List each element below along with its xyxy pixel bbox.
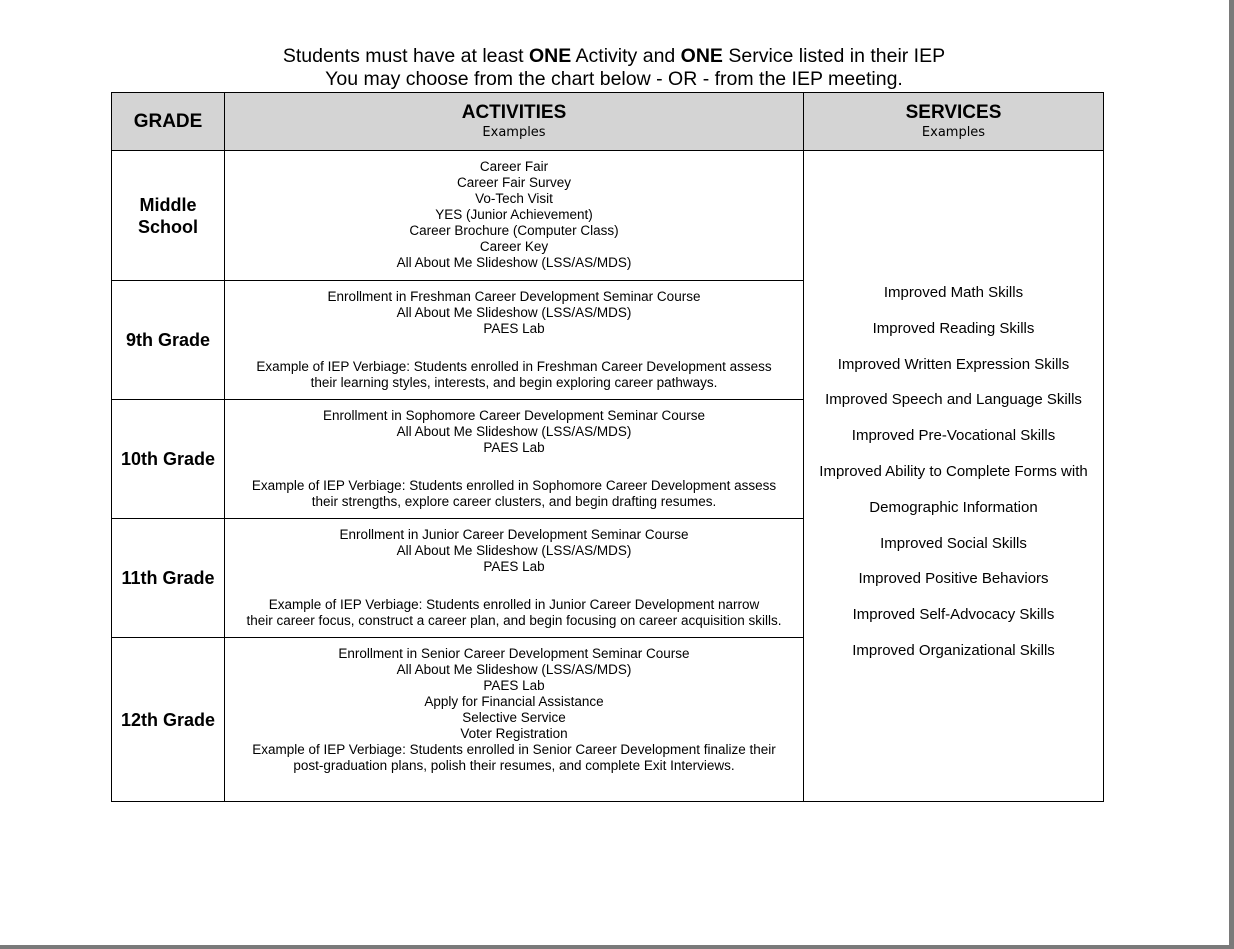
grade-column-header [112,93,225,151]
activity-item: Enrollment in Sophomore Career Development Seminar Course [323,408,705,423]
heading-text: Activity and [571,45,681,67]
service-item: Improved Speech and Language Skills [825,391,1082,409]
activity-item: Selective Service [462,710,566,725]
grade-label: Middle [139,194,197,215]
iep-verbiage-example: their learning styles, interests, and begin exploring career pathways. [310,375,718,390]
activity-item: Career Key [479,239,549,254]
activity-item: Career Fair [479,159,549,174]
service-item: Improved Math Skills [883,284,1024,301]
activities-header-sublabel: Examples [482,124,546,140]
grade-label: 11th Grade [121,568,215,588]
activity-item: PAES Lab [483,559,545,574]
service-item: Improved Reading Skills [872,319,1035,337]
iep-verbiage-example: their career focus, construct a career plan, and begin focusing on career acquisition skills. [246,613,782,628]
services-header-sublabel: Examples [921,124,986,140]
activity-item: Apply for Financial Assistance [424,694,604,709]
services-cell [804,151,1104,802]
iep-verbiage-example: Example of IEP Verbiage: Students enrolled in Freshman Career Development assess [256,359,772,374]
page-bottom-edge [0,945,1234,949]
heading-emphasis: ONE [680,45,723,67]
activity-item: Enrollment in Freshman Career Development Seminar Course [327,289,701,304]
activity-item: Voter Registration [460,726,568,741]
activity-item: Enrollment in Senior Career Development Seminar Course [338,646,690,661]
page-right-edge [1229,0,1234,949]
activity-item: All About Me Slideshow (LSS/AS/MDS) [396,662,632,677]
grade-label: School [137,216,198,237]
grade-header-label: GRADE [133,110,203,132]
activities-cell [225,519,804,638]
activities-header-label: ACTIVITIES [461,101,567,123]
grade-cell [112,151,225,281]
grade-label: 10th Grade [120,449,216,469]
services-header-label: SERVICES [905,101,1002,123]
service-item: Improved Pre-Vocational Skills [851,427,1056,445]
activity-item: Enrollment in Junior Career Development Seminar Course [339,527,689,542]
grade-cell [112,400,225,519]
table-row [112,151,1104,281]
activity-item: PAES Lab [483,678,545,693]
activity-item: All About Me Slideshow (LSS/AS/MDS) [396,255,632,270]
activities-cell [225,281,804,400]
service-item: Improved Positive Behaviors [858,570,1049,588]
transition-chart-table [111,92,1104,802]
iep-verbiage-example: Example of IEP Verbiage: Students enrolled in Senior Career Development finalize their [252,742,776,757]
service-item: Improved Self-Advocacy Skills [852,606,1055,624]
iep-verbiage-example: post-graduation plans, polish their resumes, and complete Exit Interviews. [293,758,735,773]
services-column-header [804,93,1104,151]
grade-cell [112,281,225,400]
heading-emphasis: ONE [528,45,572,67]
activity-item: PAES Lab [483,321,545,336]
header-row [112,93,1104,151]
heading-text: Students must have at least [282,45,529,67]
page-heading [0,45,1228,91]
iep-verbiage-example: Example of IEP Verbiage: Students enrolled in Sophomore Career Development assess [251,478,777,493]
service-item: Improved Written Expression Skills [837,355,1070,373]
service-item: Improved Organizational Skills [852,641,1055,659]
grade-cell [112,519,225,638]
heading-line-2: You may choose from the chart below - OR - from the IEP meeting. [325,68,903,90]
grade-label: 9th Grade [125,330,211,350]
service-item: Improved Social Skills [880,534,1027,552]
activity-item: All About Me Slideshow (LSS/AS/MDS) [396,305,632,320]
activity-item: Career Fair Survey [456,175,572,190]
grade-cell [112,638,225,802]
iep-verbiage-example: Example of IEP Verbiage: Students enrolled in Junior Career Development narrow [268,597,760,612]
activities-column-header [225,93,804,151]
service-item: Improved Ability to Complete Forms with [819,462,1088,480]
heading-line-1 [0,45,1228,68]
service-item: Demographic Information [869,498,1038,516]
activity-item: Career Brochure (Computer Class) [409,223,619,238]
activities-cell [225,638,804,802]
activity-item: All About Me Slideshow (LSS/AS/MDS) [396,543,632,558]
activities-cell [225,400,804,519]
activity-item: PAES Lab [483,440,545,455]
activity-item: Vo-Tech Visit [475,191,553,206]
activity-item: YES (Junior Achievement) [435,207,593,222]
grade-label: 12th Grade [120,709,216,730]
activity-item: All About Me Slideshow (LSS/AS/MDS) [396,424,632,439]
iep-verbiage-example: their strengths, explore career clusters, and begin drafting resumes. [311,494,717,509]
activities-cell [225,151,804,281]
heading-text: Service listed in their IEP [722,45,946,67]
